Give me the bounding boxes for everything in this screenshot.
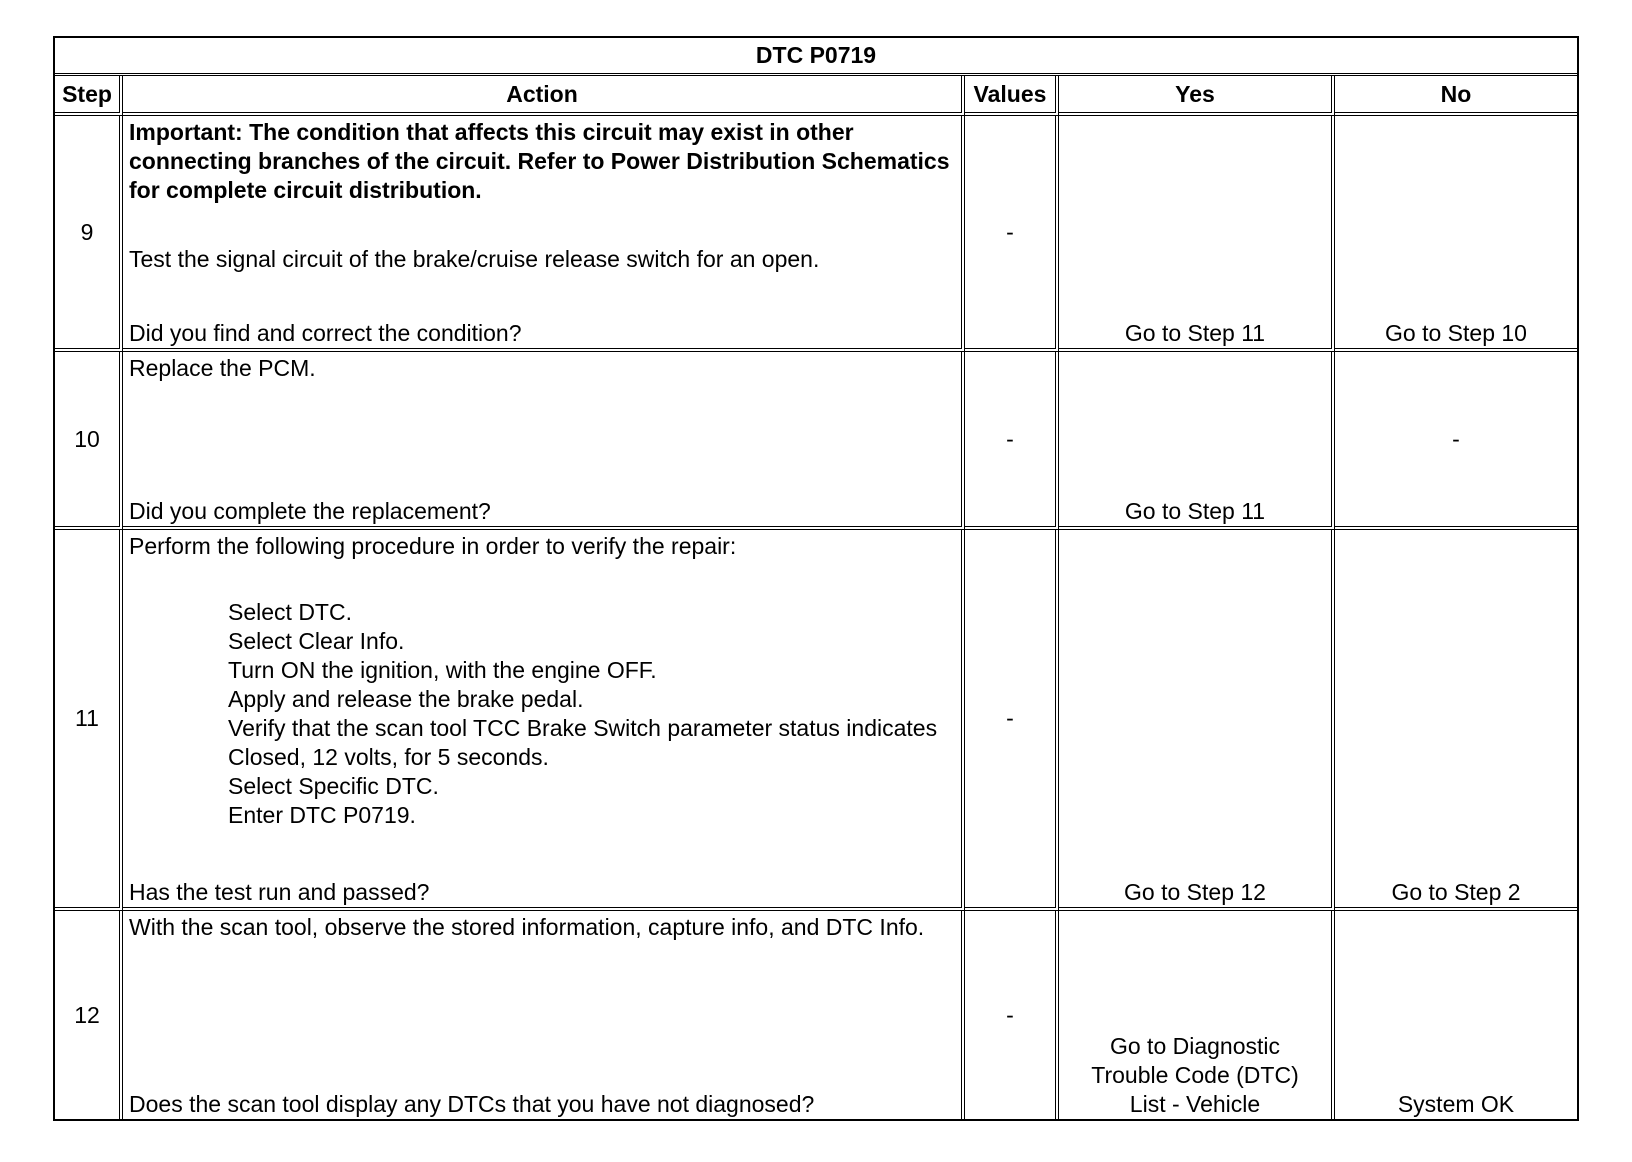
list-item: Verify that the scan tool TCC Brake Switch parameter status indicates Closed, 12 volts, for 5 seconds.	[228, 715, 938, 770]
list-item: Turn ON the ignition, with the engine OFF.	[228, 657, 657, 683]
no-cell: System OK	[1397, 1091, 1515, 1117]
action-text: Replace the PCM.	[129, 355, 316, 381]
step-number: 9	[55, 116, 123, 352]
list-item: Apply and release the brake pedal.	[228, 686, 584, 712]
action-question: Does the scan tool display any DTCs that you have not diagnosed?	[129, 1091, 815, 1117]
header-values: Values	[965, 76, 1059, 116]
action-cell	[123, 530, 965, 911]
step-number: 11	[55, 530, 123, 911]
header-action: Action	[123, 76, 965, 116]
table-title: DTC P0719	[55, 38, 1577, 76]
action-question: Did you complete the replacement?	[129, 498, 491, 524]
action-cell	[123, 116, 965, 352]
header-no: No	[1335, 76, 1577, 116]
list-item: Select Clear Info.	[228, 628, 405, 654]
header-step: Step	[55, 76, 123, 116]
list-item: Enter DTC P0719.	[228, 802, 416, 828]
no-cell: Go to Step 2	[1335, 530, 1577, 911]
yes-cell: Go to Step 12	[1059, 530, 1335, 911]
action-text: Perform the following procedure in order to verify the repair:	[129, 533, 737, 559]
yes-cell: Go to Step 11	[1059, 352, 1335, 530]
important-note: Important: The condition that affects this circuit may exist in other connecting branches of the circuit. Refer to Power Distribution Schematics for complete circuit distribution.	[129, 119, 950, 203]
action-question: Has the test run and passed?	[129, 879, 430, 905]
table-row-step-10	[55, 352, 1577, 530]
step-number: 12	[55, 911, 123, 1119]
no-cell: Go to Step 10	[1335, 116, 1577, 352]
action-text: With the scan tool, observe the stored information, capture info, and DTC Info.	[129, 914, 925, 940]
action-cell	[123, 352, 965, 530]
dtc-table	[53, 36, 1579, 1121]
substep-list	[129, 598, 955, 830]
no-cell: -	[1335, 352, 1577, 530]
yes-cell: Go to Step 11	[1059, 116, 1335, 352]
values-cell: -	[965, 530, 1059, 911]
action-question: Did you find and correct the condition?	[129, 320, 522, 346]
action-text: Test the signal circuit of the brake/cruise release switch for an open.	[129, 246, 820, 272]
values-cell: -	[965, 116, 1059, 352]
header-row	[55, 76, 1577, 116]
values-cell: -	[965, 911, 1059, 1119]
list-item: Select DTC.	[228, 599, 352, 625]
header-yes: Yes	[1059, 76, 1335, 116]
table-row-step-9	[55, 116, 1577, 352]
step-number: 10	[55, 352, 123, 530]
table-row-step-11	[55, 530, 1577, 911]
values-cell: -	[965, 352, 1059, 530]
table-row-step-12	[55, 911, 1577, 1119]
yes-cell: Go to Diagnostic Trouble Code (DTC) List - Vehicle	[1059, 911, 1335, 1119]
list-item: Select Specific DTC.	[228, 773, 439, 799]
action-cell	[123, 911, 965, 1119]
